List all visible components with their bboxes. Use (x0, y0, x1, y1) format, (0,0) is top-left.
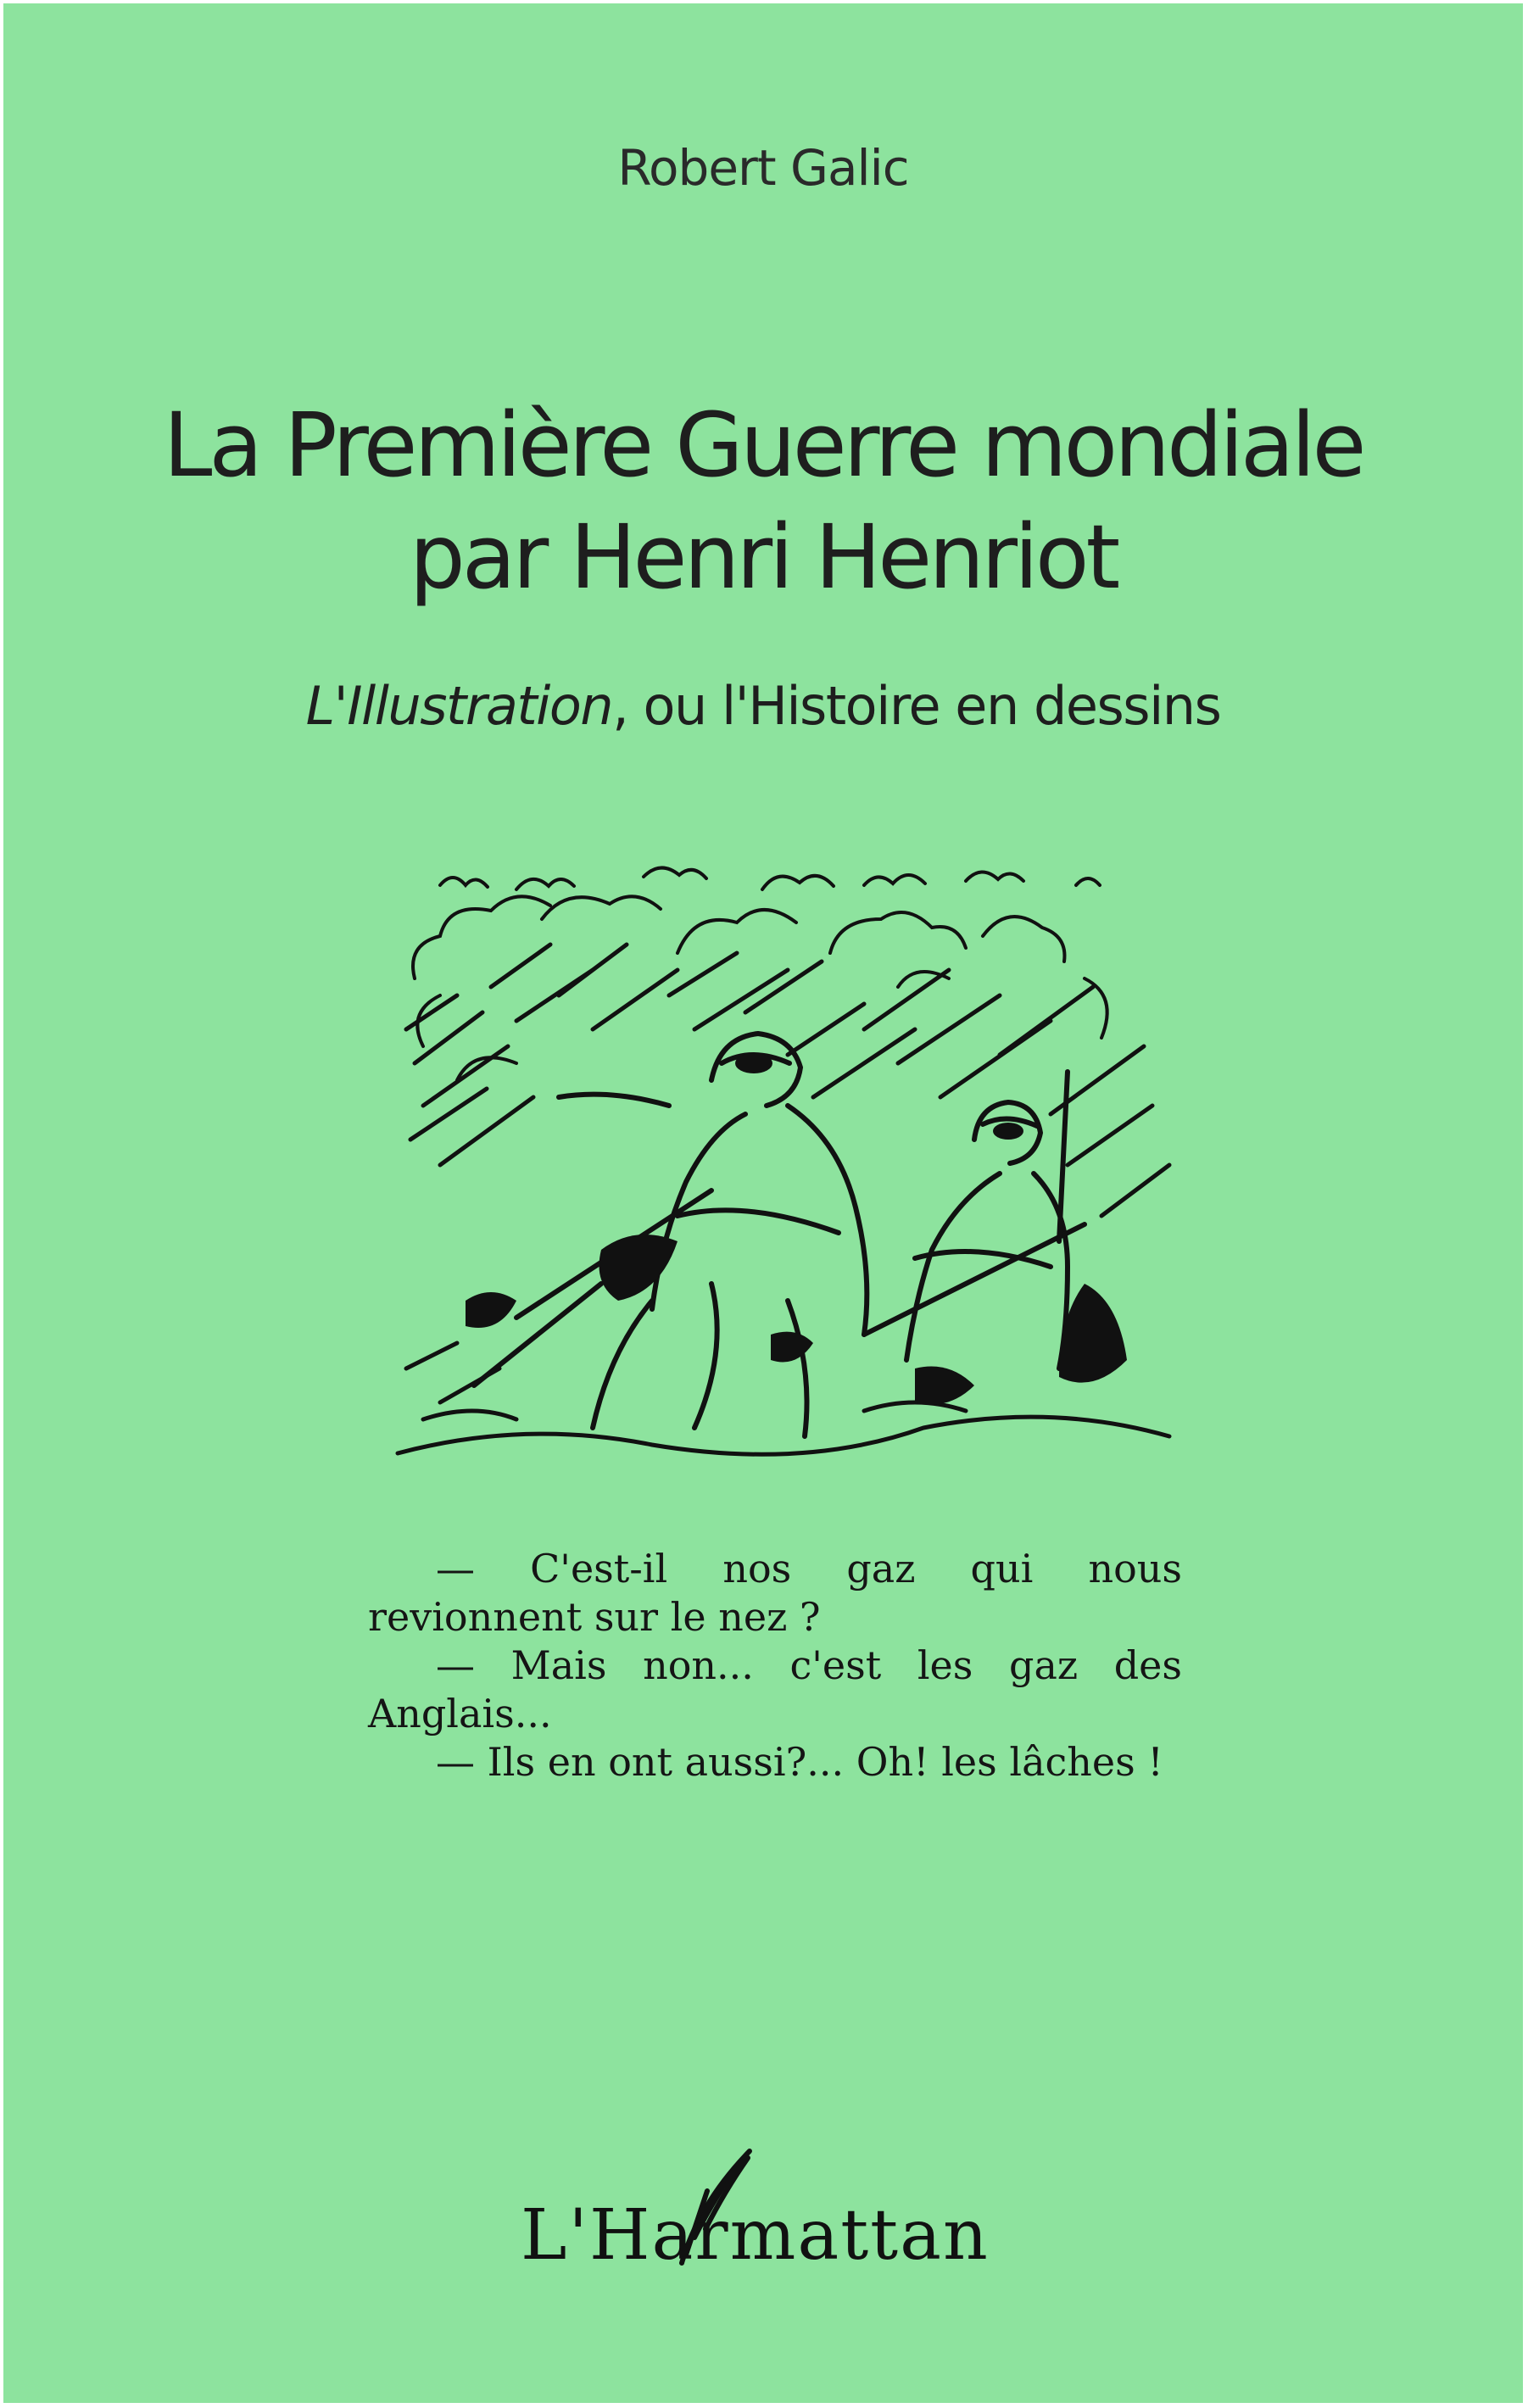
trench-soldiers-illustration (389, 860, 1182, 1479)
illustration-caption (368, 1545, 1182, 1786)
title-line-2: par Henri Henriot (409, 505, 1118, 609)
subtitle-rest: , ou l'Histoire en dessins (612, 675, 1221, 737)
caption-line: — Ils en ont aussi?... Oh! les lâches ! (436, 1739, 1163, 1785)
book-subtitle (3, 675, 1523, 737)
book-title (3, 389, 1523, 613)
book-cover (3, 3, 1523, 2403)
publisher-logo-block (3, 2144, 1523, 2314)
subtitle-italic: L'Illustration (305, 675, 613, 737)
publisher-name: L'Harmattan (521, 2195, 990, 2276)
author-name: Robert Galic (617, 139, 909, 197)
caption-line: — Mais non... c'est les gaz des Anglais... (368, 1642, 1182, 1736)
caption-line: — C'est-il nos gaz qui nous revionnent sur le nez ? (368, 1546, 1182, 1640)
title-line-1: La Première Guerre mondiale (163, 393, 1363, 497)
